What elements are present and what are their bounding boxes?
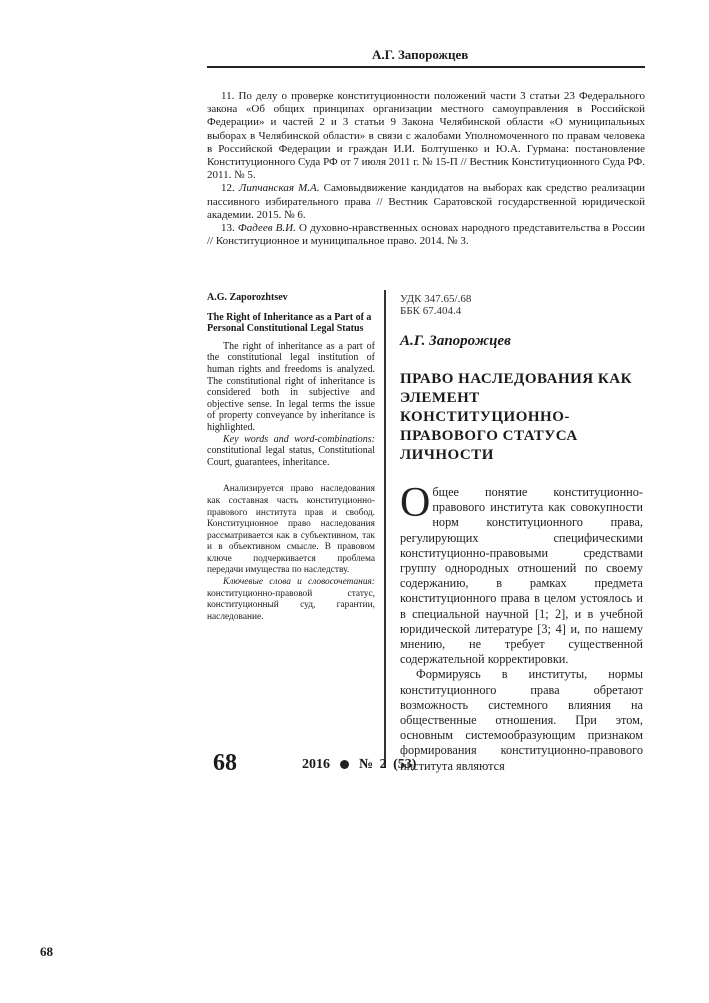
abstract-column xyxy=(207,292,375,623)
header-author: А.Г. Запорожцев xyxy=(372,47,469,62)
issue-year: 2016 xyxy=(302,757,330,772)
page-number: 68 xyxy=(40,944,53,959)
drop-cap: О xyxy=(400,480,431,526)
reference-item: 12. Липчанская М.А. Самовыдвижение кандидатов на выборах как средство реализации пассивного избирательного права // Вестник Саратовской государственной юридической академии. 2015. № 6. xyxy=(207,182,645,221)
russian-keywords: Ключевые слова и словосочетания: конституционно-правовой статус, конституционный суд, гарантии, наследование. xyxy=(207,577,375,622)
russian-abstract: Анализируется право наследования как составная часть конституционно-правового института прав и свобод. Конституционное право наследования рассматривается как в субъективном, так и в объективном смысле. В правовом ключе подчеркивается проблема передачи имущества по наследству. xyxy=(207,484,375,576)
english-abstract: The right of inheritance as a part of the constitutional legal institution of human rights and freedoms is analyzed. The constitutional right of inheritance is considered both in subjective and objective sense. In legal terms the issue of property conveyance by inheritance is highlighted. xyxy=(207,340,375,433)
udk-code: УДК 347.65/.68 xyxy=(400,293,472,305)
english-author: A.G. Zaporozhtsev xyxy=(207,292,288,303)
bullet-dot-icon xyxy=(340,760,349,769)
references-list xyxy=(207,90,645,248)
bbk-code: ББК 67.404.4 xyxy=(400,305,462,317)
english-title: The Right of Inheritance as a Part of a Personal Constitutional Legal Status xyxy=(207,311,372,335)
article-title: ПРАВО НАСЛЕДОВАНИЯ КАК ЭЛЕМЕНТ КОНСТИТУЦИОННО-ПРАВОВОГО СТАТУСА ЛИЧНОСТИ xyxy=(400,371,632,463)
running-header xyxy=(372,47,468,63)
reference-item: 13. Фадеев В.И. О духовно-нравственных основах народного представительства в России // Конституционное и муниципальное право. 2014. № 3. xyxy=(207,222,645,248)
article-heading xyxy=(400,293,643,465)
column-divider xyxy=(384,290,386,768)
article-author: А.Г. Запорожцев xyxy=(400,333,511,349)
body-paragraph: Формируясь в институты, нормы конституционного права обретают возможность системного влияния на общественные отношения. При этом, основным системообразующим признаком формирования конституционно-правового института являются xyxy=(400,667,643,773)
header-rule xyxy=(207,66,645,68)
article-body xyxy=(400,480,643,774)
journal-issue xyxy=(302,757,416,773)
reference-item: 11. По делу о проверке конституционности положений части 3 статьи 23 Федерального закона «Об общих принципах организации местного самоуправления в Российской Федерации» и частей 2 и 3 статьи 9 Закона Челябинской области «О муниципальных выборах в Челябинской области» в связи с жалобами Уполномоченного по правам человека в Российской Федерации и граждан И.И. Болтушенко и Ю.А. Гурмана: постановление Конституционного Суда РФ от 7 июля 2011 г. № 15-П // Вестник Конституционного Суда РФ. 2011. № 5. xyxy=(207,90,645,182)
body-paragraph: Общее понятие конституционно-правового института как совокупности норм конституционного права, регулирующих специфическими конституционно-правовыми средствами группу однородных отношений по своему содержанию, в рамках предмета конституционного права в целом устоялось и в специальной научной [1; 2], и в учебной юридической литературе [3; 4] и, по нашему мнению, не требует существенной содержательной корректировки. xyxy=(400,480,643,667)
journal-page-number: 68 xyxy=(213,750,237,776)
issue-number: № 2 (53) xyxy=(359,757,417,772)
english-keywords: Key words and word-combinations: constitutional legal status, Constitutional Court, guarantees, inheritance. xyxy=(207,433,375,468)
